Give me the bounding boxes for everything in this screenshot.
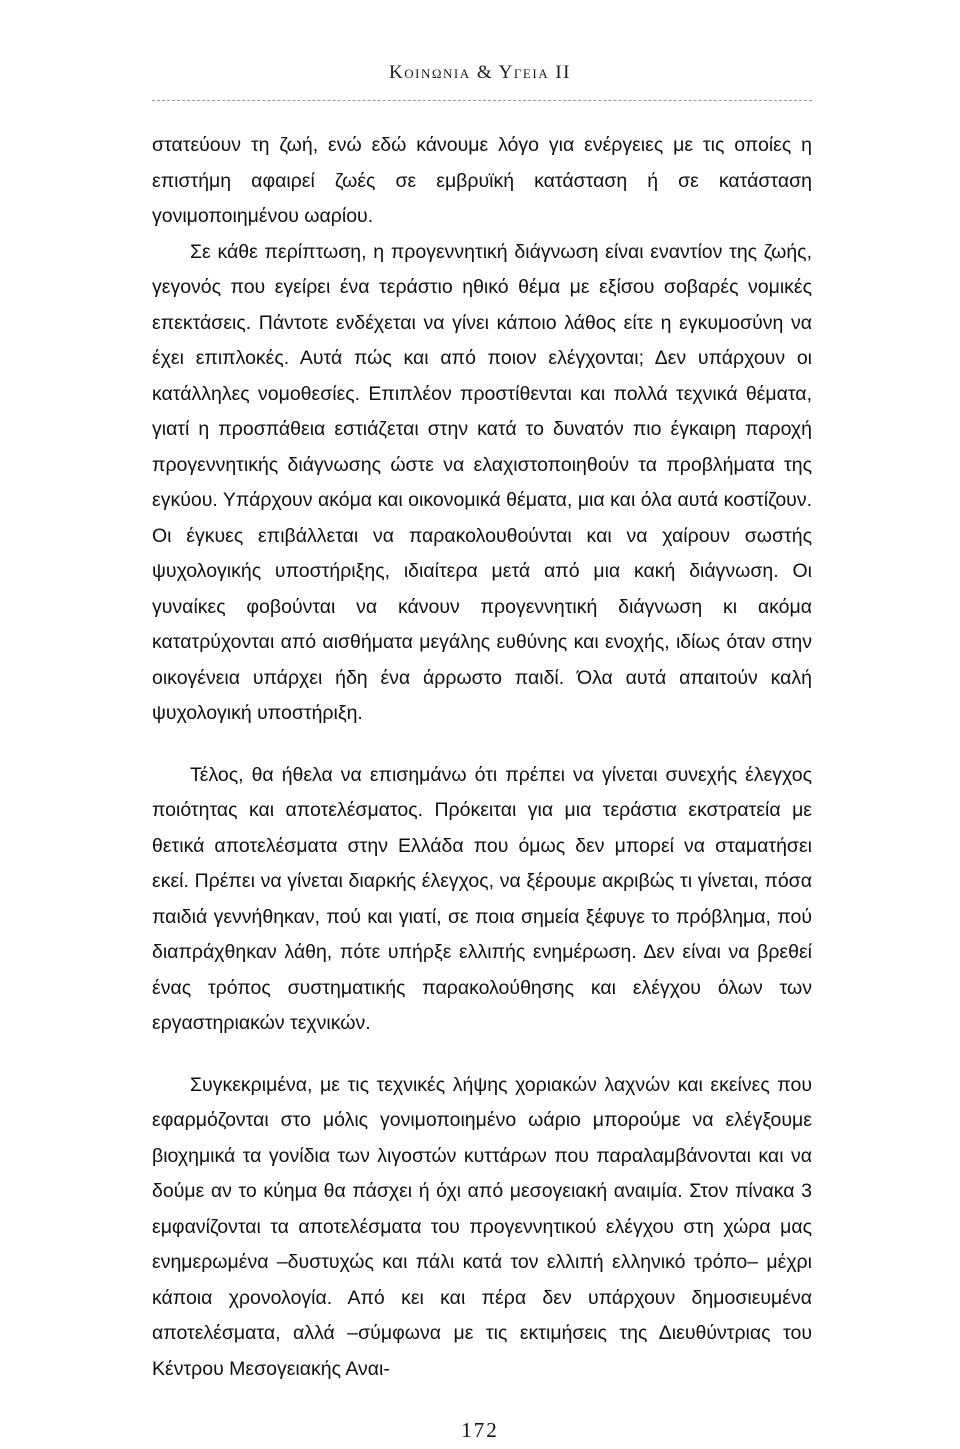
paragraph-prenatal-diagnosis: Σε κάθε περίπτωση, η προγεννητική διάγνωση είναι εναντίον της ζωής, γεγονός που εγείρει ένα τεράστιο ηθικό θέμα με εξίσου σοβαρές νομικές επεκτάσεις. Πάντοτε ενδέχεται να γίνει κάποιο λάθος είτε η εγκυμοσύνη να έχει επιπλοκές. Αυτά πώς και από ποιον ελέγχονται; Δεν υπάρχουν οι κατάλληλες νομοθεσίες. Επιπλέον προστίθενται και πολλά τεχνικά θέματα, γιατί η προσπάθεια εστιάζεται στην κατά το δυνατόν πιο έγκαιρη παροχή προγεννητικής διάγνωσης ώστε να ελαχιστοποιηθούν τα προβλήματα της εγκύου. Υπάρχουν ακόμα και οικονομικά θέματα, μια και όλα αυτά κοστίζουν. Οι έγκυες επιβάλλεται να παρακολουθούνται και να χαίρουν σωστής ψυχολογικής υποστήριξης, ιδιαίτερα μετά από μια κακή διάγνωση. Οι γυναίκες φοβούνται να κάνουν προγεννητική διάγνωση κι ακόμα κατατρύχονται από αισθήματα μεγάλης ευθύνης και ενοχής, ιδίως όταν στην οικογένεια υπάρχει ήδη ένα άρρωστο παιδί. Όλα αυτά απαιτούν καλή ψυχολογική υποστήριξη. [152,240,812,724]
paragraph-techniques: Συγκεκριμένα, με τις τεχνικές λήψης χοριακών λαχνών και εκείνες που εφαρμόζονται στο μόλις γονιμοποιημένο ωάριο μπορούμε να ελέγξουμε βιοχημικά τα γονίδια των λιγοστών κυττάρων που παραλαμβάνονται και να δούμε αν το κύημα θα πάσχει ή όχι από μεσογειακή αναιμία. Στον πίνακα 3 εμφανίζονται τα αποτελέσματα του προγεννητικού ελέγχου στη χώρα μας ενημερωμένα –δυστυχώς και πάλι κατά τον ελλιπή ελληνικό τρόπο– μέχρι κάποια χρονολογία. Από κει και πέρα δεν υπάρχουν δημοσιευμένα αποτελέσματα, αλλά –σύμφωνα με τις εκτιμήσεις της Διευθύντριας του Κέντρου Μεσογειακής Αναι- [152,1073,812,1380]
paragraph-continuation: στατεύουν τη ζωή, ενώ εδώ κάνουμε λόγο για ενέργειες με τις οποίες η επιστήμη αφαιρεί ζωές σε εμβρυϊκή κατάσταση ή σε κατάσταση γονιμοποιημένου ωαρίου. [152,134,812,227]
running-header: Κοινωνια & Υγεια ΙΙ [389,62,571,83]
body-text [152,128,812,1387]
header-divider [152,100,812,101]
paragraph-quality-control: Τέλος, θα ήθελα να επισημάνω ότι πρέπει να γίνεται συνεχής έλεγχος ποιότητας και αποτελέσματος. Πρόκειται για μια τεράστια εκστρατεία με θετικά αποτελέσματα στην Ελλάδα που όμως δεν μπορεί να σταματήσει εκεί. Πρέπει να γίνεται διαρκής έλεγχος, να ξέρουμε ακριβώς τι γίνεται, πόσα παιδιά γεννήθηκαν, πού και γιατί, σε ποια σημεία ξέφυγε το πρόβλημα, πού διαπράχθηκαν λάθη, πότε υπήρξε ελλιπής ενημέρωση. Δεν είναι να βρεθεί ένας τρόπος συστηματικής παρακολούθησης και ελέγχου όλων των εργαστηριακών τεχνικών. [152,763,812,1034]
page-number: 172 [461,1418,499,1442]
